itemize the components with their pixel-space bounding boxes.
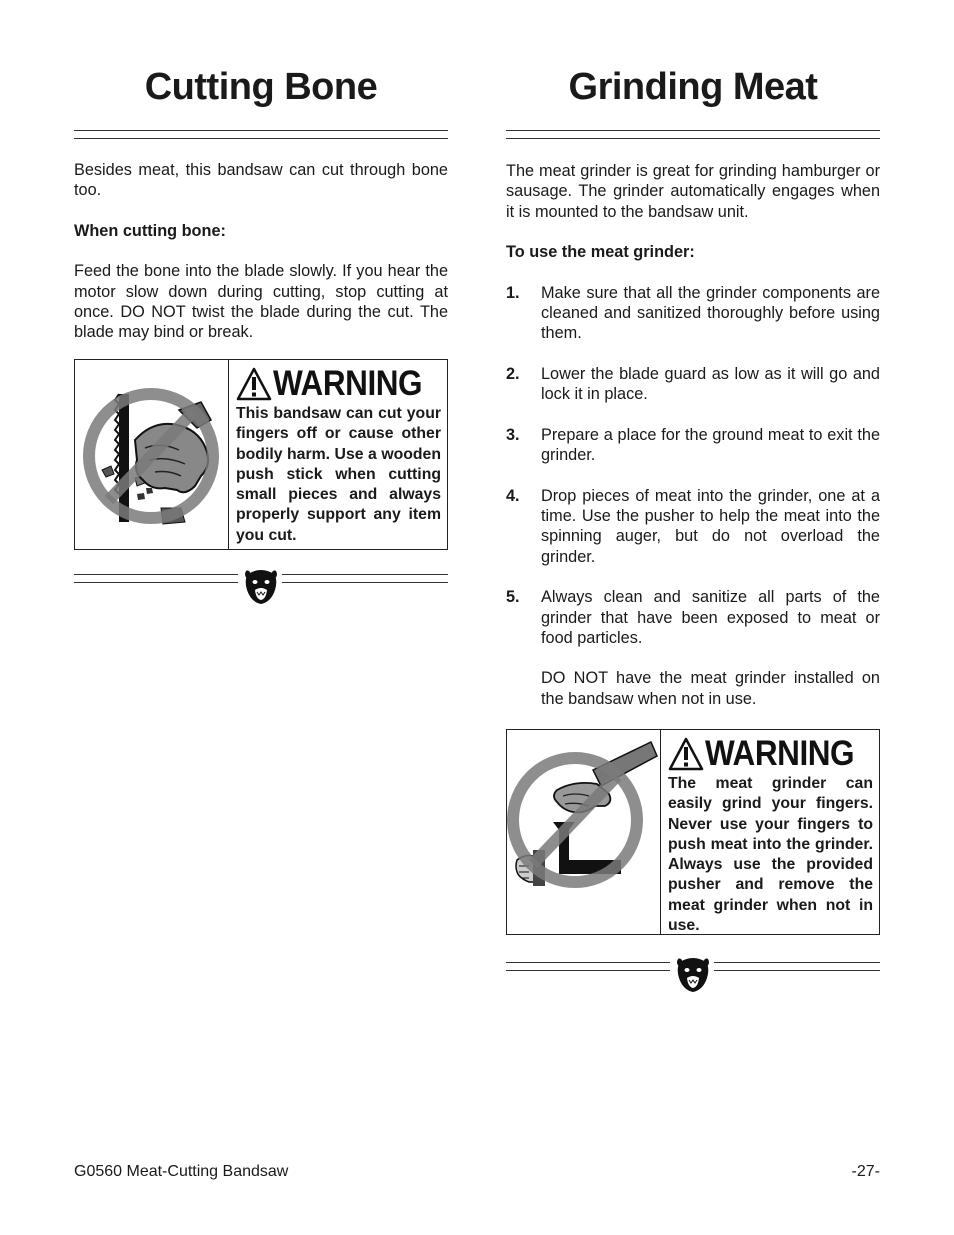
warning-title: WARNING (705, 734, 855, 773)
warning-box-grinder (506, 729, 880, 935)
footer-model: G0560 Meat-Cutting Bandsaw (74, 1163, 289, 1180)
grinding-meat-text (506, 161, 880, 709)
warning-header (236, 364, 441, 404)
warning-text: This bandsaw can cut your fingers off or cause other bodily harm. Use a wooden push stick when cutting small pieces and always properly support any item you cut. (236, 405, 441, 544)
bear-logo-icon (676, 954, 710, 994)
warning-illustration (507, 730, 661, 934)
title-rule (506, 130, 880, 139)
prohibition-icon (75, 360, 228, 549)
section-end-divider (506, 962, 880, 1002)
warning-content (661, 730, 879, 934)
section-end-divider (74, 574, 448, 614)
prohibition-icon (507, 730, 660, 934)
section-title-cutting-bone: Cutting Bone (144, 66, 378, 108)
grinding-meat-subheading: To use the meat grinder: (506, 243, 695, 262)
warning-triangle-icon (236, 367, 272, 401)
grinding-steps-list (506, 283, 880, 648)
list-item: 2. Lower the blade guard as low as it will go and lock it in place. (506, 364, 880, 404)
list-item: 3. Prepare a place for the ground meat to exit the grinder. (506, 425, 880, 465)
warning-title: WARNING (273, 364, 423, 403)
warning-illustration (75, 360, 229, 549)
cutting-bone-subheading: When cutting bone: (74, 221, 226, 240)
list-item: 5. Always clean and sanitize all parts of the grinder that have been exposed to meat or food particles. (506, 588, 880, 647)
warning-box-bandsaw (74, 359, 448, 550)
warning-triangle-icon (668, 737, 704, 771)
bear-logo-icon (244, 566, 278, 606)
title-rule (74, 130, 448, 139)
warning-text: The meat grinder can easily grind your fingers. Never use your fingers to push meat into the grinder. Always use the provided pusher and remove the meat grinder when not in use. (668, 775, 873, 935)
warning-header (668, 734, 873, 774)
cutting-bone-body: Feed the bone into the blade slowly. If you hear the motor slow down during cutting, stop cutting at once. DO NOT twist the blade during the cut. The blade may bind or break. (74, 262, 448, 342)
cutting-bone-intro: Besides meat, this bandsaw can cut through bone too. (74, 161, 448, 200)
list-item: 4. Drop pieces of meat into the grinder, one at a time. Use the pusher to help the meat into the spinning auger, but do not overload the grinder. (506, 486, 880, 566)
list-item: 1. Make sure that all the grinder components are cleaned and sanitized thoroughly before using them. (506, 283, 880, 343)
warning-content (229, 360, 447, 549)
footer-page-number: -27- (851, 1163, 880, 1180)
section-title-grinding-meat: Grinding Meat (568, 66, 818, 108)
grinder-note: DO NOT have the meat grinder installed on the bandsaw when not in use. (541, 669, 880, 708)
cutting-bone-text (74, 160, 448, 343)
grinding-meat-intro: The meat grinder is great for grinding hamburger or sausage. The grinder automatically engages when it is mounted to the bandsaw unit. (506, 162, 880, 221)
